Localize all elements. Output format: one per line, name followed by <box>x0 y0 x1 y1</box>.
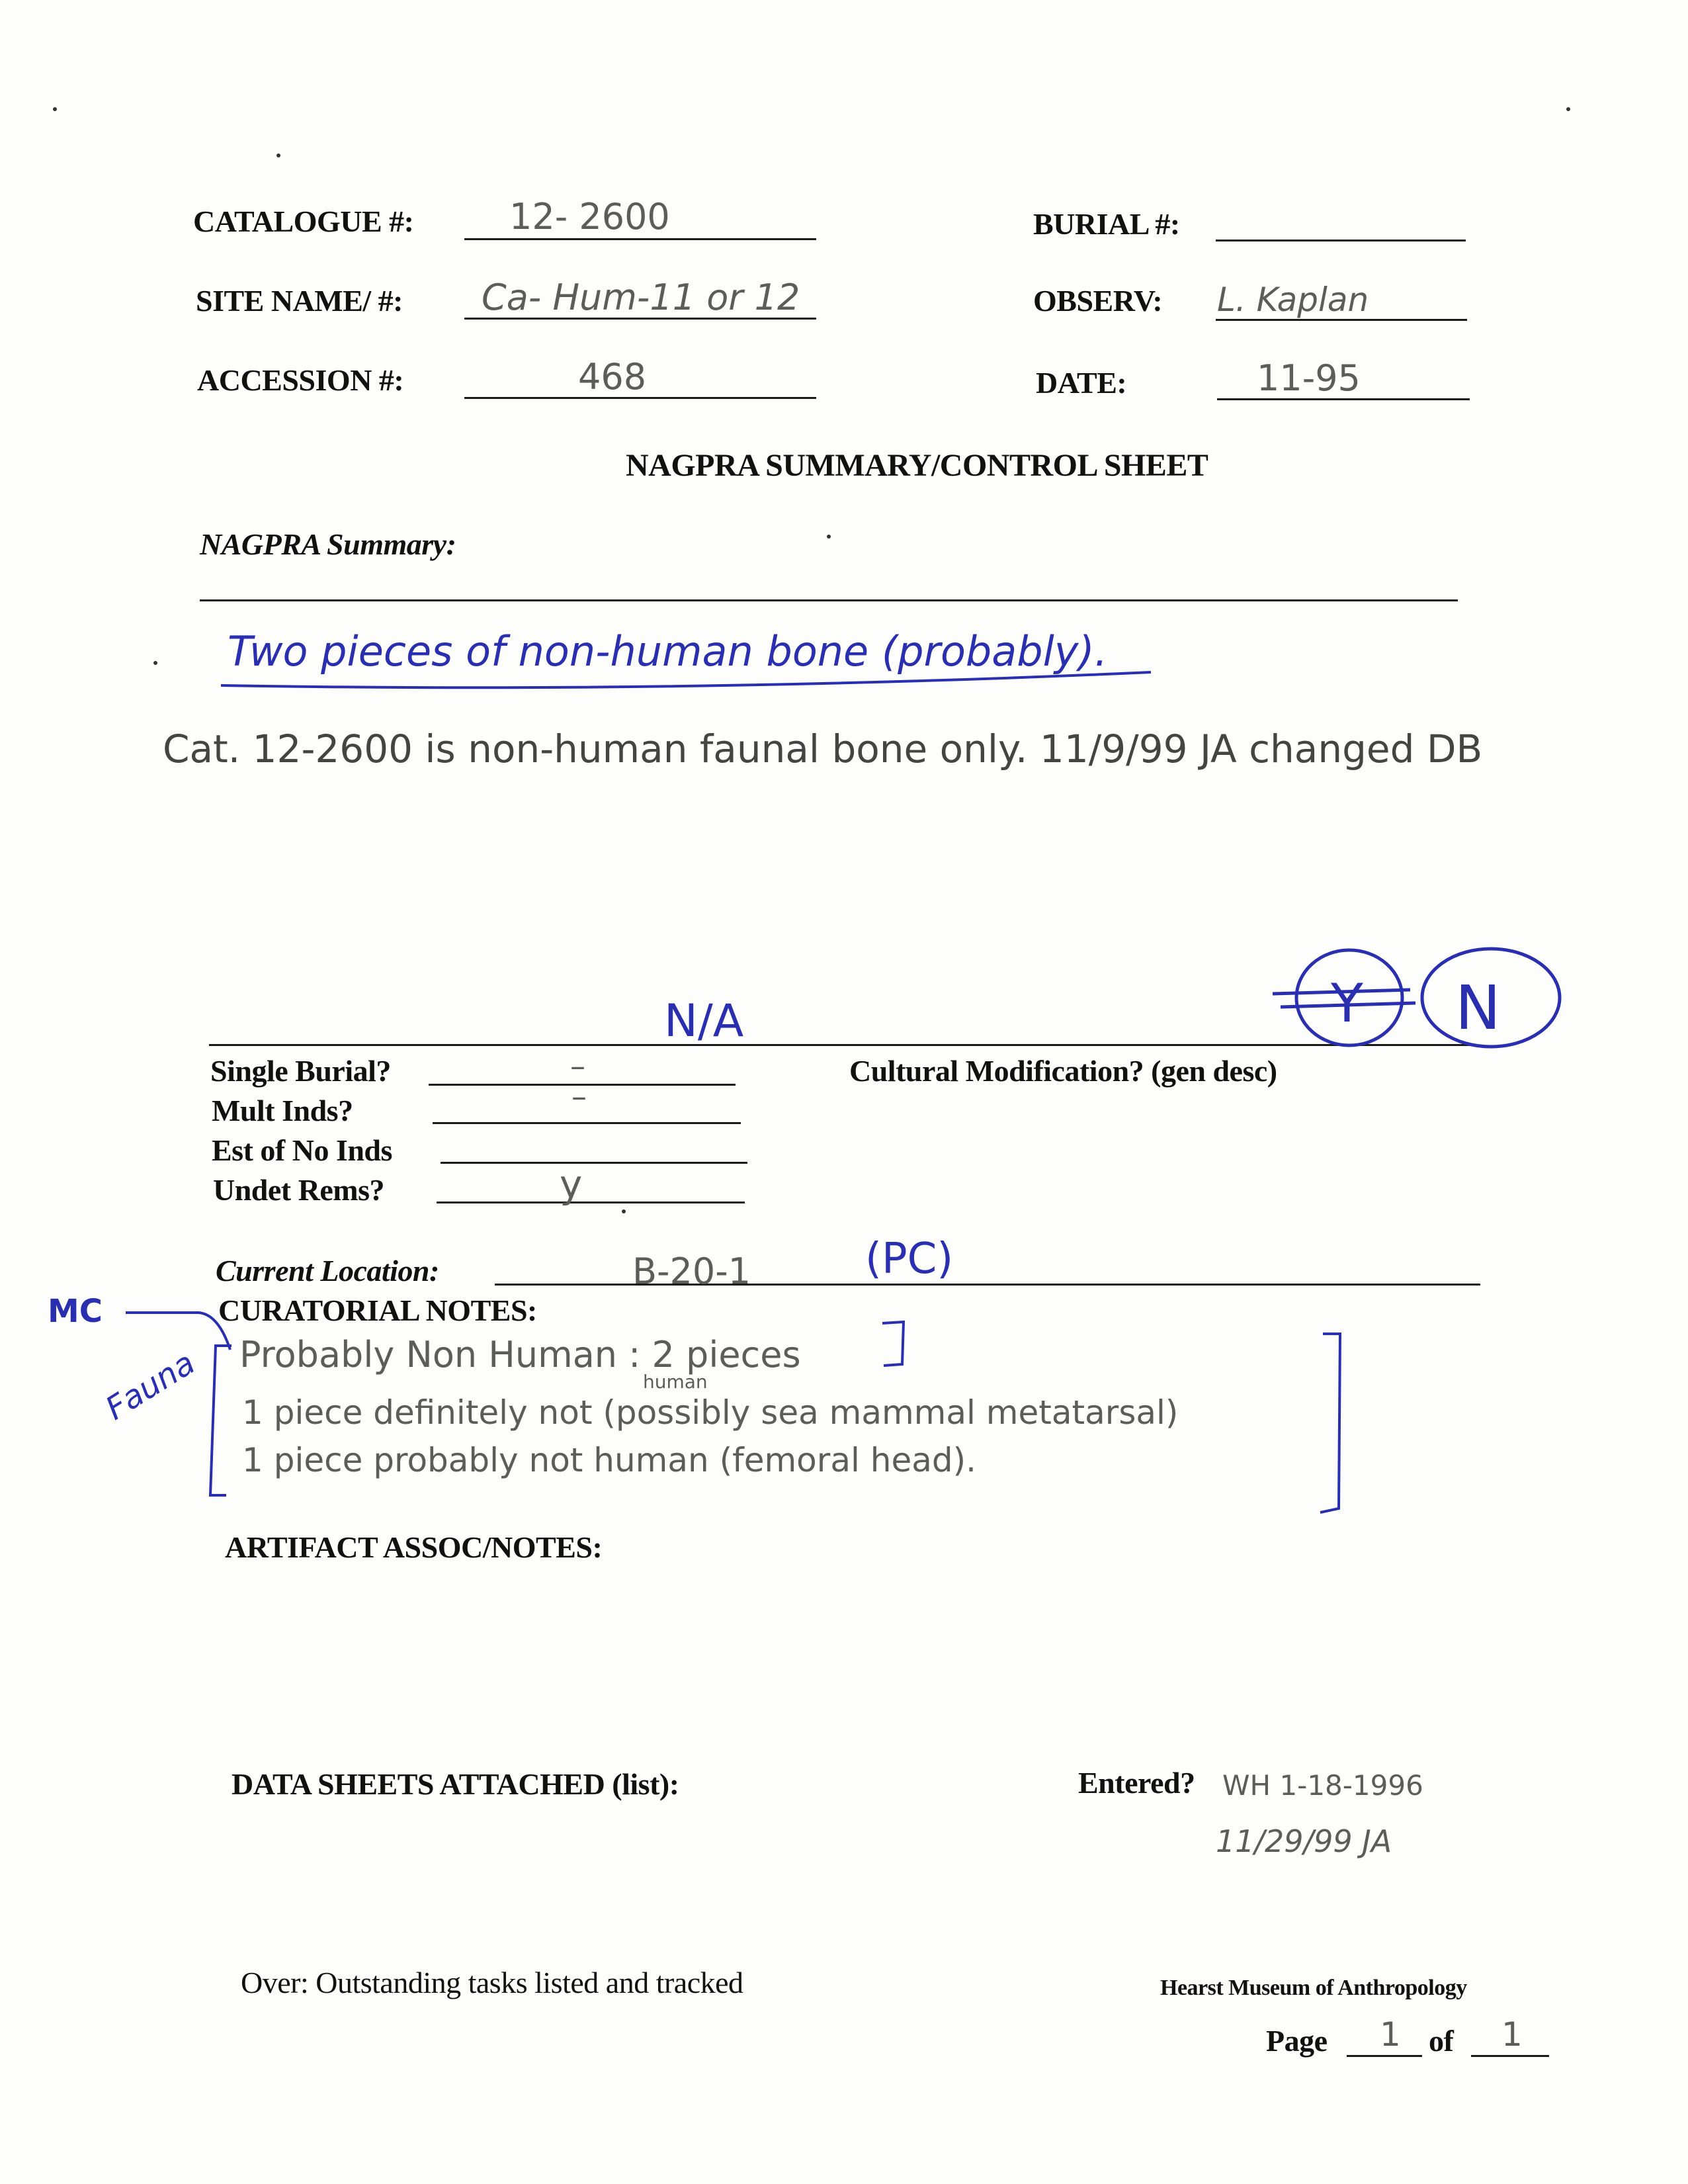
curatorial-line-3: 1 piece probably not human (femoral head). <box>242 1441 976 1479</box>
date-value: 11-95 <box>1257 357 1361 399</box>
curatorial-line-2-insert: human <box>643 1371 708 1393</box>
accession-value: 468 <box>578 356 647 398</box>
short-bracket <box>877 1317 917 1376</box>
observ-value: L. Kaplan <box>1217 281 1369 319</box>
catalogue-label: CATALOGUE #: <box>193 204 414 238</box>
summary-label: NAGPRA Summary: <box>200 527 456 561</box>
date-label: DATE: <box>1036 366 1127 400</box>
curatorial-label: CURATORIAL NOTES: <box>218 1293 537 1327</box>
est-no-inds-line <box>441 1162 747 1164</box>
scan-speck <box>827 535 831 539</box>
page-num: 1 <box>1380 2015 1401 2054</box>
cultural-n: N <box>1455 973 1501 1043</box>
entered-value-2: 11/29/99 JA <box>1216 1823 1392 1859</box>
mult-inds-line <box>433 1122 741 1124</box>
page-label: Page <box>1266 2024 1328 2058</box>
undet-rems-line <box>437 1201 745 1203</box>
entered-value-1: WH 1-18-1996 <box>1222 1769 1423 1802</box>
location-label: Current Location: <box>216 1254 439 1288</box>
museum-name: Hearst Museum of Anthropology <box>1160 1976 1467 2000</box>
single-burial-label: Single Burial? <box>210 1054 391 1088</box>
mult-inds-value: – <box>571 1078 587 1114</box>
scan-speck <box>622 1209 626 1213</box>
observ-label: OBSERV: <box>1033 284 1163 318</box>
burial-line <box>1216 240 1466 241</box>
curatorial-line-2: 1 piece definitely not (possibly sea mammal metatarsal) <box>242 1393 1179 1432</box>
location-value: B-20-1 <box>632 1250 751 1292</box>
site-label: SITE NAME/ #: <box>196 284 403 318</box>
na-note: N/A <box>664 995 744 1047</box>
page-total-line <box>1471 2055 1549 2057</box>
cultural-y: Y <box>1331 973 1363 1034</box>
artifact-label: ARTIFACT ASSOC/NOTES: <box>225 1530 603 1564</box>
entered-label: Entered? <box>1078 1766 1195 1800</box>
accession-label: ACCESSION #: <box>197 363 404 397</box>
undet-rems-value: y <box>560 1162 583 1207</box>
summary-line <box>200 599 1458 601</box>
burial-label: BURIAL #: <box>1033 207 1180 241</box>
catalogue-value: 12- 2600 <box>509 196 670 238</box>
margin-fauna: Fauna <box>99 1344 202 1428</box>
location-value-extra: (PC) <box>865 1235 954 1284</box>
sheet-title: NAGPRA SUMMARY/CONTROL SHEET <box>626 448 1208 483</box>
summary-note-2: Cat. 12-2600 is non-human faunal bone only. 11/9/99 JA changed DB <box>163 726 1483 771</box>
observ-line <box>1216 319 1467 321</box>
left-bracket <box>198 1336 238 1502</box>
data-sheets-label: DATA SHEETS ATTACHED (list): <box>232 1767 679 1801</box>
scan-speck <box>53 107 57 111</box>
catalogue-line <box>464 238 816 240</box>
scan-speck <box>276 153 280 157</box>
page-num-line <box>1347 2055 1422 2057</box>
curatorial-line-1: Probably Non Human : 2 pieces <box>239 1334 801 1376</box>
scan-speck <box>1566 107 1570 111</box>
undet-rems-label: Undet Rems? <box>213 1173 384 1207</box>
cultural-mod-label: Cultural Modification? (gen desc) <box>849 1054 1277 1088</box>
mult-inds-label: Mult Inds? <box>212 1094 353 1127</box>
right-bracket <box>1316 1327 1356 1519</box>
single-burial-value: – <box>570 1048 585 1084</box>
summary-underline <box>218 662 1158 695</box>
scan-speck <box>153 661 157 665</box>
page-total: 1 <box>1501 2015 1523 2054</box>
of-label: of <box>1429 2024 1454 2058</box>
over-text: Over: Outstanding tasks listed and tracked <box>241 1966 743 1999</box>
summary-note-1: Two pieces of non-human bone (probably). <box>228 627 1108 676</box>
site-value: Ca- Hum-11 or 12 <box>482 277 800 318</box>
margin-mc: MC <box>48 1293 103 1330</box>
est-no-inds-label: Est of No Inds <box>212 1133 392 1167</box>
